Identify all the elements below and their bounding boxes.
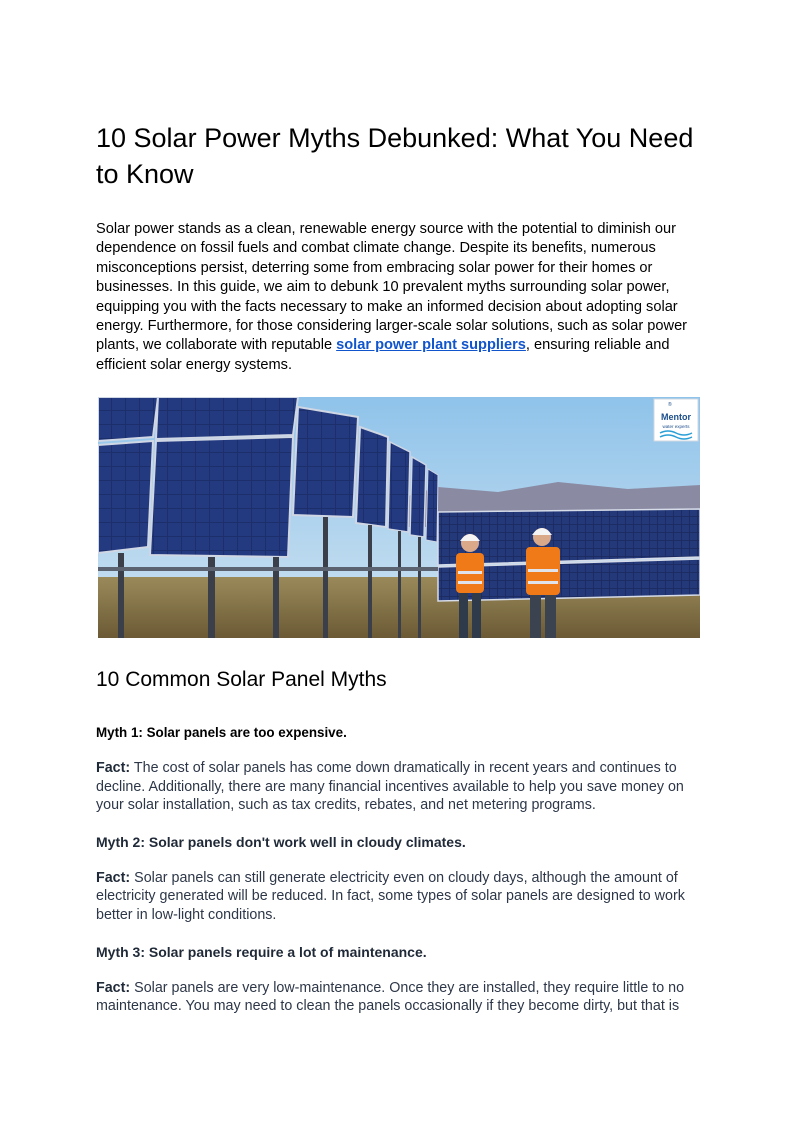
fact-paragraph-3	[96, 979, 700, 1016]
myths-list	[96, 724, 700, 1035]
fact-label: Fact:	[96, 760, 131, 776]
logo-brand: Mentor	[661, 412, 691, 422]
fact-label: Fact:	[96, 869, 131, 886]
hero-image	[98, 397, 700, 638]
section-heading: 10 Common Solar Panel Myths	[96, 668, 387, 691]
intro-text-end: , ensuring reliable and efficient solar energy systems.	[96, 337, 670, 373]
fact-label: Fact:	[96, 979, 131, 996]
intro-text-start: Solar power stands as a clean, renewable energy source with the potential to diminish our dependence on fossil fuels and combat climate change. Despite its benefits, numerous misconceptions persist, deterring some from embracing solar power for their homes or businesses. In this guide, we aim to debunk 10 prevalent myths surrounding solar power, equipping you with the facts necessary to make an informed decision about adopting solar energy. Furthermore, for those considering larger-scale solar solutions, such as solar power plants, we collaborate with reputable	[96, 221, 688, 354]
fact-paragraph-1	[96, 759, 700, 815]
page-title: 10 Solar Power Myths Debunked: What You Need to Know	[96, 123, 694, 189]
solar-farm-illustration	[98, 397, 700, 638]
intro-paragraph	[96, 220, 696, 375]
solar-suppliers-link[interactable]: solar power plant suppliers	[336, 337, 526, 354]
mentor-logo	[654, 399, 698, 441]
fact-paragraph-2	[96, 869, 700, 925]
fact-text-3: Solar panels are very low-maintenance. Once they are installed, they require little to no maintenance. You may need to clean the panels occasionally if they become dirty, but that is	[96, 979, 685, 1015]
fact-text-2: Solar panels can still generate electricity even on cloudy days, although the amount of electricity generated will be reduced. In fact, some types of solar panels are designed to work better in low-light conditions.	[96, 869, 685, 923]
myth-title-1: Myth 1: Solar panels are too expensive.	[96, 725, 347, 740]
logo-tagline: water experts	[662, 424, 690, 429]
fact-text-1: The cost of solar panels has come down dramatically in recent years and continues to decline. Additionally, there are many financial incentives available to help you save money on your solar installation, such as tax credits, rebates, and net metering programs.	[96, 760, 684, 814]
myth-title-3: Myth 3: Solar panels require a lot of maintenance.	[96, 943, 427, 960]
myth-title-2: Myth 2: Solar panels don't work well in cloudy climates.	[96, 833, 466, 850]
logo-mark: ®	[668, 402, 672, 408]
